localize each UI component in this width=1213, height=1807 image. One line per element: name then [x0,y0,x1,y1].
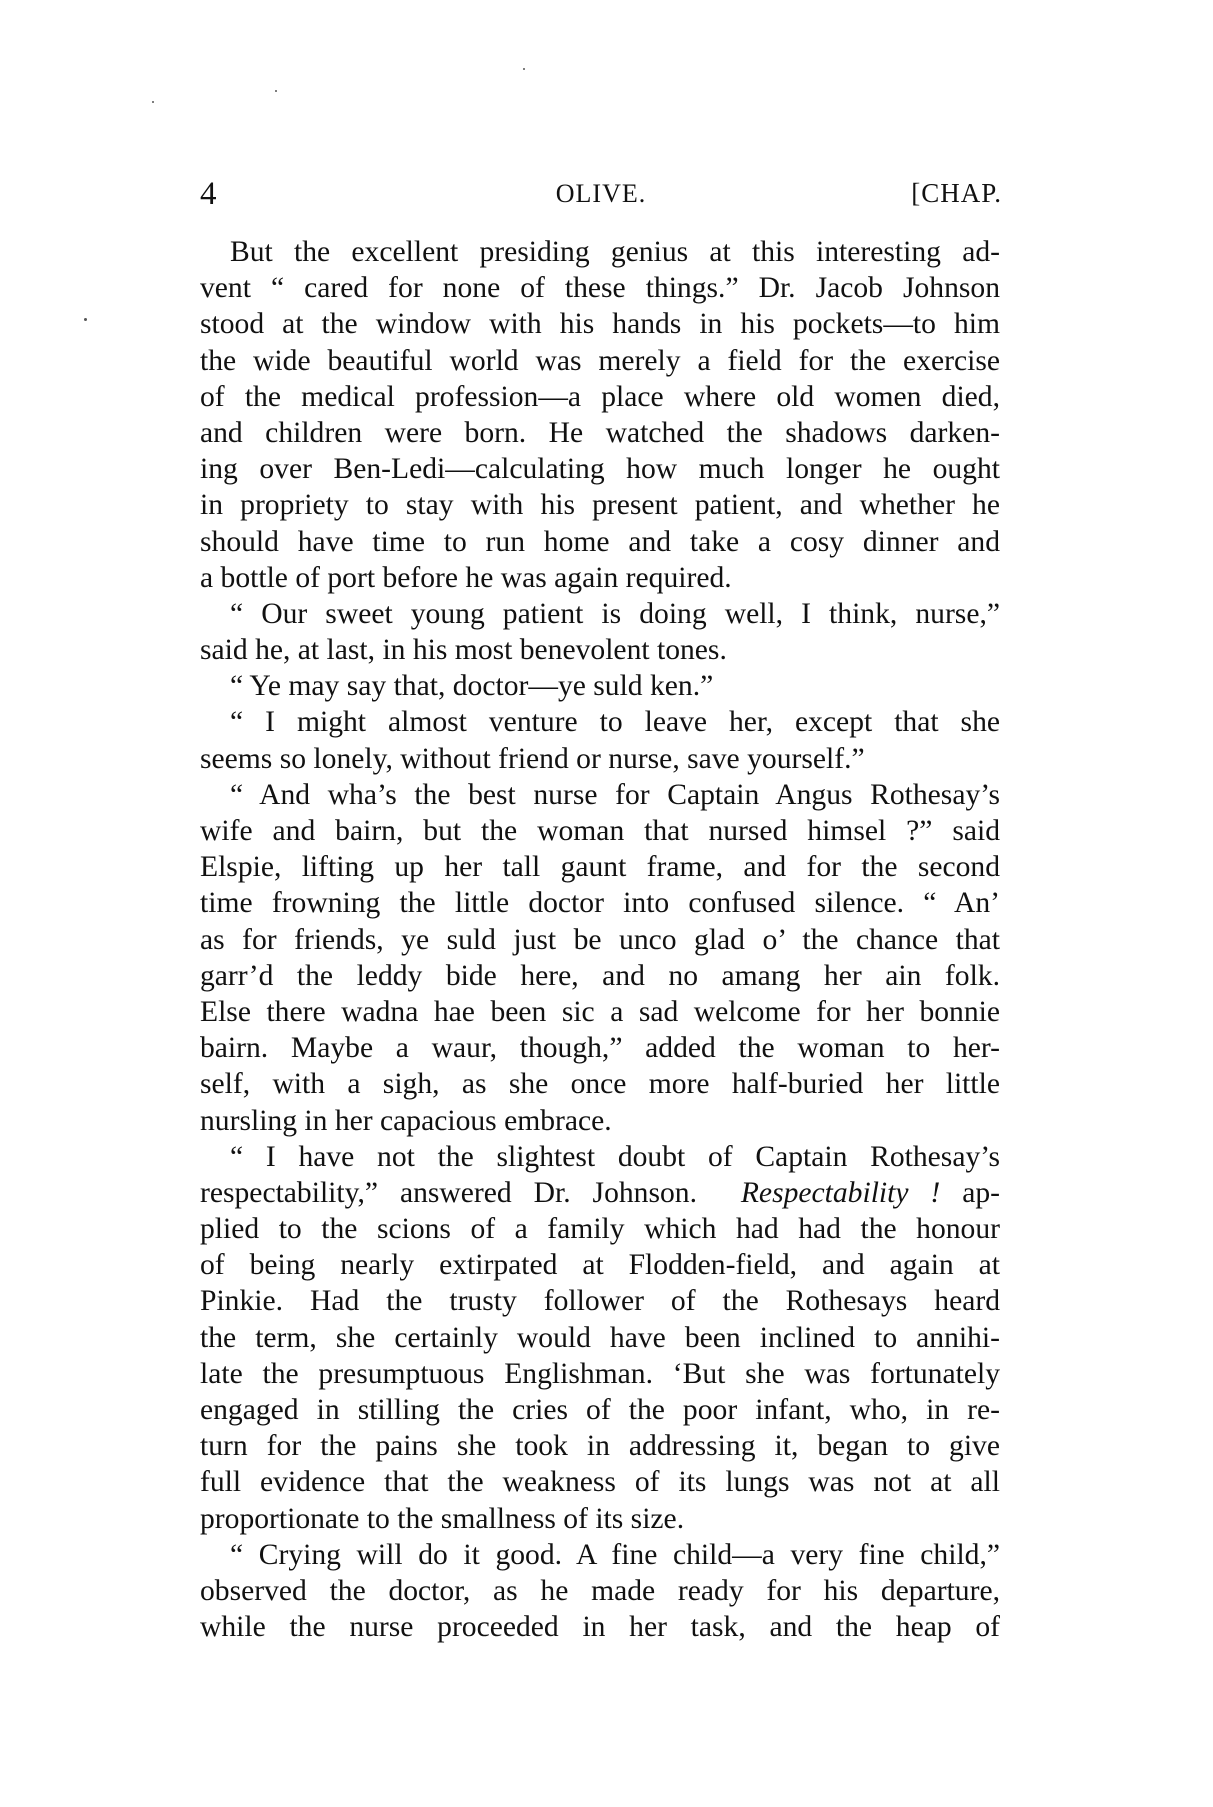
text-line: as for friends, ye suld just be unco glad o’ the chance that [200,923,1000,956]
text-line: “ I might almost venture to leave her, except that she [230,706,1000,739]
print-speck [152,101,154,103]
text-line: But the excellent presiding genius at this interesting ad- [230,236,1000,268]
text-line: time frowning the little doctor into confused silence. “ An’ [200,887,1000,920]
text-line: garr’d the leddy bide here, and no amang her ain folk. [200,959,1000,992]
text-line: plied to the scions of a family which had had the honour [200,1213,1000,1246]
body-text [200,234,1000,1645]
text-line: observed the doctor, as he made ready for his departure, [200,1574,1000,1607]
text-line: “ Ye may say that, doctor—ye suld ken.” [230,670,714,703]
text-line: “ And wha’s the best nurse for Captain Angus Rothesay’s [230,778,1000,811]
text-line: the term, she certainly would have been inclined to annihi- [200,1321,1000,1354]
print-speck [84,318,87,321]
text-line: wife and bairn, but the woman that nursed himsel ?” said [200,815,1000,847]
text-line: seems so lonely, without friend or nurse, save yourself.” [200,742,865,775]
text-line: Else there wadna hae been sic a sad welcome for her bonnie [200,995,1000,1028]
text-line: late the presumptuous Englishman. ‘But she was fortunately [200,1357,1000,1390]
chapter-label: [CHAP. [911,178,1002,208]
text-line: self, with a sigh, as she once more half-buried her little [200,1068,1000,1101]
italic-emphasis: Respectability ! [740,1176,941,1209]
text-line: full evidence that the weakness of its lungs was not at all [200,1466,1000,1499]
page-header [200,176,1002,216]
text-line: Pinkie. Had the trusty follower of the Rothesays heard [200,1285,1000,1318]
text-line: turn for the pains she took in addressing it, began to give [200,1430,1000,1463]
line-suffix: ap- [962,1176,1001,1209]
text-line-with-italic [200,1175,1000,1211]
text-line: bairn. Maybe a waur, though,” added the woman to her- [200,1032,1000,1065]
line-text: respectability,” answered Dr. Johnson. [200,1176,697,1209]
text-line: vent “ cared for none of these things.” Dr. Jacob Johnson [200,272,1000,305]
text-line: and children were born. He watched the shadows darken- [200,416,1000,449]
text-line: of the medical profession—a place where old women died, [200,380,1000,413]
text-line: should have time to run home and take a cosy dinner and [200,525,1000,558]
print-speck [523,68,525,70]
page-number: 4 [200,176,217,212]
text-line: nursling in her capacious embrace. [200,1104,612,1137]
text-line: proportionate to the smallness of its size. [200,1502,685,1535]
text-line: while the nurse proceeded in her task, and the heap of [200,1611,1000,1644]
text-line: “ Our sweet young patient is doing well, I think, nurse,” [230,597,1000,630]
text-line: said he, at last, in his most benevolent tones. [200,634,727,667]
text-line: of being nearly extirpated at Flodden-field, and again at [200,1249,1000,1282]
text-line: a bottle of port before he was again required. [200,561,732,594]
text-line: stood at the window with his hands in his pockets—to him [200,308,1000,341]
text-line: Elspie, lifting up her tall gaunt frame, and for the second [200,851,1000,884]
print-speck [275,90,277,92]
text-line: in propriety to stay with his present patient, and whether he [200,489,1000,522]
text-line: the wide beautiful world was merely a field for the exercise [200,344,1000,377]
text-line: “ Crying will do it good. A fine child—a very fine child,” [230,1538,1000,1571]
running-title: OLIVE. [555,179,647,208]
text-line: ing over Ben-Ledi—calculating how much longer he ought [200,453,1000,486]
text-line: “ I have not the slightest doubt of Captain Rothesay’s [230,1140,1000,1173]
text-line: engaged in stilling the cries of the poor infant, who, in re- [200,1394,1000,1426]
